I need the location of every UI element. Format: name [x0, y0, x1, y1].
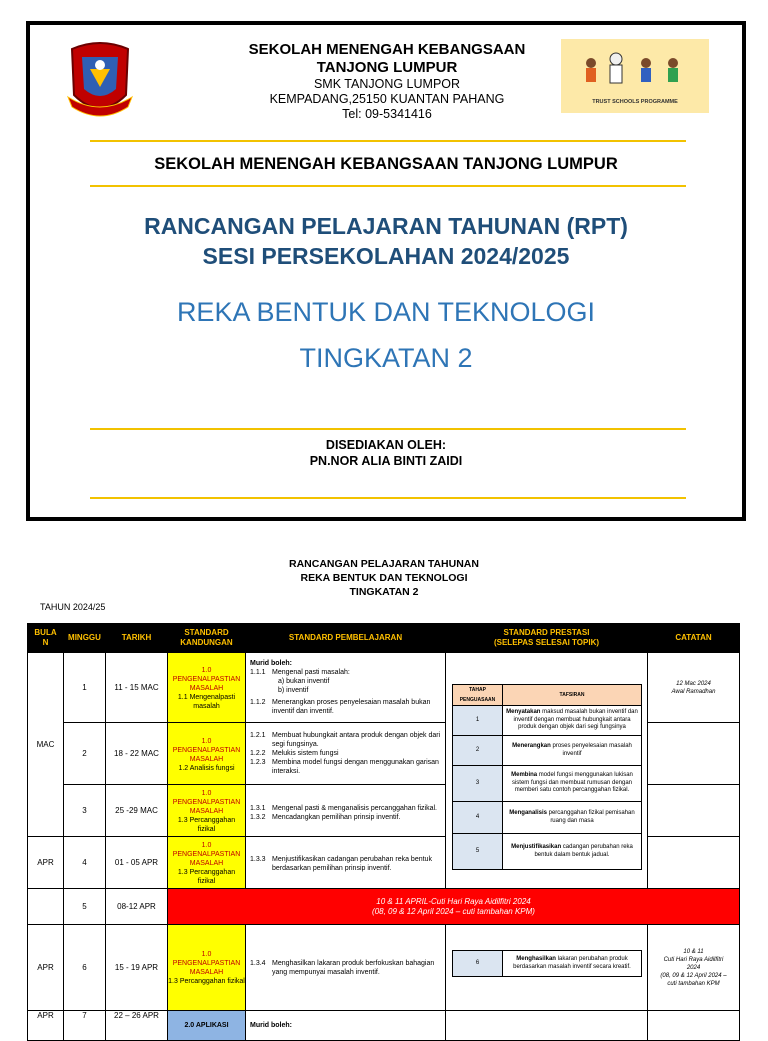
prestasi-table [452, 684, 642, 870]
cell-minggu: 3 [64, 785, 106, 837]
tp-text: lakaran perubahan produk berdasarkan masalah inventif secara kreatif. [513, 956, 631, 970]
tp-text: maksud masalah bukan inventif dan inventif dengan membuat hubungkait antara produk dengan objek dari segi fungsinya [513, 709, 638, 731]
sp-text: Membina model fungsi dengan menggunakan garisan interaksi. [272, 759, 439, 775]
subject-title: REKA BENTUK DAN TEKNOLOGI [176, 297, 596, 327]
tp-level: 6 [453, 951, 503, 977]
plan-subject: REKA BENTUK DAN TEKNOLOGI [300, 572, 468, 584]
cell-prestasi [446, 653, 648, 889]
cell-minggu: 2 [64, 723, 106, 785]
tp-desc [503, 802, 642, 834]
school-header: SEKOLAH MENENGAH KEBANGSAAN TANJONG LUMPUR [248, 41, 526, 76]
kandungan-sub: 1.3 Percanggahan fizikal [177, 817, 236, 833]
cell-minggu: 7 [64, 1011, 106, 1041]
header-catatan: CATATAN [648, 624, 740, 653]
form-title: TINGKATAN 2 [299, 343, 473, 373]
cell-pembelajaran [246, 1011, 446, 1041]
school-short-name: SMK TANJONG LUMPOR [313, 77, 461, 91]
murid-boleh-label: Murid boleh: [250, 660, 292, 667]
cell-kandungan: 2.0 APLIKASI [168, 1011, 246, 1041]
sp-text: a) bukan inventif [278, 678, 330, 685]
sp-text: Mengenal pasti & menganalisis percanggahan fizikal. [272, 804, 437, 812]
cell-bulan: APR [28, 1011, 64, 1041]
cell-prestasi [446, 1011, 648, 1041]
header-kandungan: STANDARD KANDUNGAN [168, 624, 246, 653]
kandungan-title: 1.0 PENGENALPASTIAN MASALAH [172, 737, 241, 763]
tp-keyword: Menyatakan [506, 709, 541, 716]
cell-kandungan [168, 925, 246, 1011]
school-crest-logo [66, 39, 134, 119]
kandungan-sub: 1.1 Mengenalpasti masalah [177, 694, 236, 710]
cell-minggu: 6 [64, 925, 106, 1011]
school-full-name: SEKOLAH MENENGAH KEBANGSAAN TANJONG LUMPUR [154, 155, 618, 173]
cell-tarikh: 01 - 05 APR [106, 837, 168, 889]
tp-keyword: Menganalisis [509, 810, 547, 816]
cell-pembelajaran [246, 925, 446, 1011]
tp-desc [503, 736, 642, 766]
header-tarikh: TARIKH [106, 624, 168, 653]
sp-text: Menjustifikasikan cadangan perubahan reka bentuk berdasarkan pemilihan prinsip inventif. [272, 855, 432, 872]
cell-pembelajaran [246, 723, 446, 785]
plan-heading [0, 557, 768, 599]
header-prestasi: STANDARD PRESTASI (SELEPAS SELESAI TOPIK) [446, 624, 648, 653]
prepared-by-label: DISEDIAKAN OLEH: [325, 438, 447, 452]
header-minggu: MINGGU [64, 624, 106, 653]
gold-divider [90, 428, 686, 430]
sp-code: 1.2.3 [250, 759, 266, 766]
tp-desc [503, 951, 642, 977]
tp-desc [503, 834, 642, 870]
trust-logo-text: TRUST SCHOOLS PROGRAMME [592, 99, 678, 105]
cell-minggu: 5 [64, 889, 106, 925]
sp-text: Menghasilkan lakaran produk berfokuskan bahagian yang mempunyai masalah inventif. [272, 959, 435, 976]
sp-text: Mencadangkan pemilihan prinsip inventif. [272, 813, 401, 821]
cell-catatan [648, 837, 740, 889]
sp-text: Melukis sistem fungsi [272, 750, 339, 757]
sp-code: 1.2.2 [250, 750, 266, 757]
cell-bulan [28, 889, 64, 925]
prepared-by [30, 437, 742, 469]
prepared-by-name: PN.NOR ALIA BINTI ZAIDI [309, 454, 463, 468]
cell-kandungan [168, 785, 246, 837]
gold-divider [90, 497, 686, 499]
table-row [28, 653, 740, 723]
rpt-table [27, 623, 740, 1041]
sp-text: Menerangkan proses penyelesaian masalah bukan inventif dan inventif. [272, 699, 431, 715]
sp-code: 1.1.1 [250, 669, 266, 676]
table-row [28, 1011, 740, 1041]
tp-keyword: Menghasilkan [516, 956, 556, 962]
kandungan-title: 1.0 PENGENALPASTIAN MASALAH [172, 790, 241, 815]
holiday-notice: 10 & 11 APRIL-Cuti Hari Raya Aidilfitri 2024 (08, 09 & 12 April 2024 – cuti tambahan KPM) [168, 889, 740, 925]
cell-pembelajaran [246, 653, 446, 723]
cell-tarikh: 15 - 19 APR [106, 925, 168, 1011]
tp-level: 4 [453, 802, 503, 834]
session-title: SESI PERSEKOLAHAN 2024/2025 [202, 243, 570, 269]
tp-keyword: Membina [511, 772, 538, 779]
sp-text: b) inventif [278, 687, 309, 694]
sp-code: 1.2.1 [250, 732, 266, 739]
tp-level: 1 [453, 706, 503, 736]
tp-text: percanggahan fizikal pemisahan ruang dan masa [546, 810, 635, 824]
kandungan-title: 1.0 PENGENALPASTIAN MASALAH [172, 950, 241, 976]
tp-level: 5 [453, 834, 503, 870]
plan-title: RANCANGAN PELAJARAN TAHUNAN [289, 558, 479, 570]
rpt-title: RANCANGAN PELAJARAN TAHUNAN (RPT) [144, 213, 628, 239]
kandungan-title: 1.0 PENGENALPASTIAN MASALAH [172, 842, 241, 867]
school-tel: Tel: 09-5341416 [342, 107, 432, 121]
sp-text: Membuat hubungkait antara produk dengan objek dari segi fungsinya. [272, 732, 441, 748]
prestasi-header-tafsiran: TAFSIRAN [503, 685, 642, 706]
cell-bulan: APR [28, 925, 64, 1011]
cell-prestasi [446, 925, 648, 1011]
sp-code: 1.3.3 [250, 855, 266, 863]
cell-kandungan [168, 837, 246, 889]
cell-pembelajaran [246, 785, 446, 837]
cover-page [26, 21, 746, 521]
sp-code: 1.3.2 [250, 813, 266, 821]
cell-kandungan [168, 723, 246, 785]
sp-code: 1.3.4 [250, 959, 266, 967]
children-figures-icon [561, 39, 709, 99]
gold-divider [90, 140, 686, 142]
cell-minggu: 1 [64, 653, 106, 723]
table-row [28, 925, 740, 1011]
table-header-row [28, 624, 740, 653]
rpt-title-block [30, 211, 742, 271]
kandungan-sub: 1.3 Percanggahan fizikal [168, 977, 245, 985]
trust-schools-logo [561, 39, 709, 113]
prestasi-header-tp: TAHAP PENGUASAAN [453, 685, 503, 706]
cell-kandungan [168, 653, 246, 723]
tp-keyword: Menerangkan [512, 743, 551, 749]
cell-bulan: APR [28, 837, 64, 889]
cell-catatan [648, 785, 740, 837]
plan-year: TAHUN 2024/25 [40, 602, 106, 612]
table-row [28, 889, 740, 925]
cell-minggu: 4 [64, 837, 106, 889]
cell-tarikh: 11 - 15 MAC [106, 653, 168, 723]
cell-pembelajaran [246, 837, 446, 889]
sp-code: 1.1.2 [250, 699, 266, 706]
school-address: KEMPADANG,25150 KUANTAN PAHANG [269, 92, 505, 106]
cell-catatan [648, 723, 740, 785]
tp-keyword: Menjustifikasikan [511, 844, 562, 850]
plan-form: TINGKATAN 2 [349, 586, 419, 598]
tp-level: 3 [453, 766, 503, 802]
cell-tarikh: 08-12 APR [106, 889, 168, 925]
kandungan-sub: 1.3 Percanggahan fizikal [177, 869, 236, 885]
cell-tarikh: 22 – 26 APR [106, 1011, 168, 1041]
sp-code: 1.3.1 [250, 804, 266, 812]
sp-text: Mengenal pasti masalah: [272, 669, 350, 676]
prestasi-table [452, 950, 642, 977]
cell-catatan [648, 1011, 740, 1041]
gold-divider [90, 185, 686, 187]
cell-bulan: MAC [28, 653, 64, 837]
murid-boleh-label: Murid boleh: [250, 1022, 292, 1029]
tp-text: proses penyelesaian masalah inventif [550, 743, 632, 757]
cell-tarikh: 18 - 22 MAC [106, 723, 168, 785]
cell-catatan: 10 & 11 Cuti Hari Raya Aidilfitri 2024 (08, 09 & 12 April 2024 – cuti tambahan KPM [648, 925, 740, 1011]
header-pembelajaran: STANDARD PEMBELAJARAN [246, 624, 446, 653]
tp-text: model fungsi menggunakan lukisan sistem fungsi dan membuat rumusan dengan memberi satu contoh percanggahan fizikal. [511, 772, 633, 794]
tp-text: cadangan perubahan reka bentuk dalam bentuk jadual. [534, 844, 633, 858]
cell-tarikh: 25 -29 MAC [106, 785, 168, 837]
kandungan-title: 1.0 PENGENALPASTIAN MASALAH [172, 667, 241, 692]
cell-catatan: 12 Mac 2024 Awal Ramadhan [648, 653, 740, 723]
tp-desc [503, 706, 642, 736]
tp-desc [503, 766, 642, 802]
school-contact [180, 77, 594, 122]
tp-level: 2 [453, 736, 503, 766]
kandungan-sub: 1.2 Analisis fungsi [178, 764, 235, 772]
header-bulan: BULA N [28, 624, 64, 653]
